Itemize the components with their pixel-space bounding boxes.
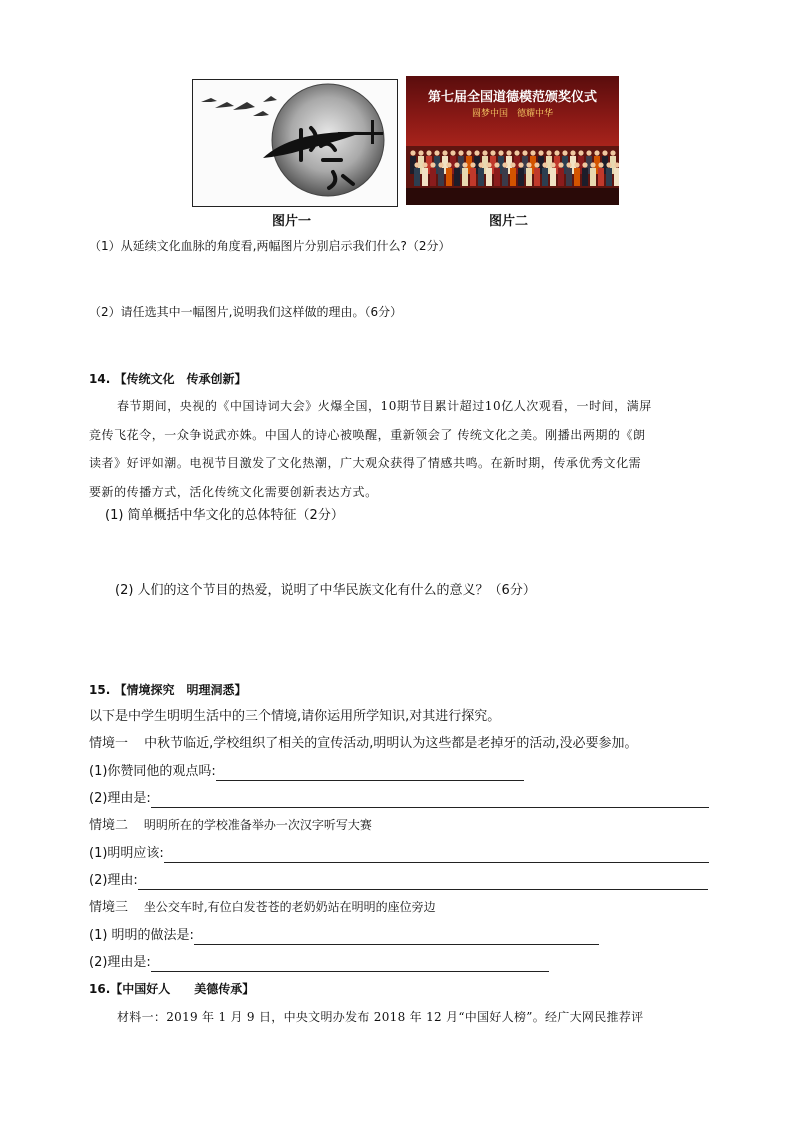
q14-paragraph-line: 读者》好评如潮。电视节目激发了文化热潮，广大观众获得了情感共鸣。在新时期，传承优秀文化需 xyxy=(89,456,642,470)
q14-paragraph-line: 春节期间，央视的《中国诗词大会》火爆全国，10期节目累计超过10亿人次观看，一时间，满屏 xyxy=(117,399,652,413)
q13-subquestion-2: （2）请任选其中一幅图片,说明我们这样做的理由。（6分） xyxy=(89,305,403,319)
scenario-two-q1 xyxy=(89,845,709,863)
scenario-two-q2-prompt: (2)理由: xyxy=(89,873,138,888)
ceremony-banner-title: 第七届全国道德模范颁奖仪式 xyxy=(427,90,597,105)
q13-subquestion-1: （1）从延续文化血脉的角度看,两幅图片分别启示我们什么?（2分） xyxy=(89,239,451,253)
answer-line[interactable] xyxy=(194,930,599,945)
scenario-two-label: 情境二 xyxy=(89,818,129,833)
q14-heading xyxy=(89,371,246,388)
q15-title: 【情境探究 明理洞悉】 xyxy=(114,683,247,697)
scenario-three-q2-prompt: (2)理由是: xyxy=(89,955,151,970)
answer-line[interactable] xyxy=(164,848,709,863)
scenario-two-text: 明明所在的学校准备举办一次汉字听写大赛 xyxy=(143,818,372,832)
answer-line[interactable] xyxy=(151,957,549,972)
caption-picture-two: 图片二 xyxy=(489,214,529,229)
scenario-one-q1-prompt: (1)你赞同他的观点吗: xyxy=(89,764,216,779)
scenario-one-q2-prompt: (2)理由是: xyxy=(89,791,151,806)
scenario-two xyxy=(89,817,372,834)
scenario-three-q1 xyxy=(89,927,599,945)
scenario-two-q2 xyxy=(89,872,708,890)
scenario-one-text: 中秋节临近,学校组织了相关的宣传活动,明明认为这些都是老掉牙的活动,没必要参加。 xyxy=(144,736,638,751)
q16-number: 16. xyxy=(89,982,111,996)
answer-line[interactable] xyxy=(151,793,709,808)
answer-line[interactable] xyxy=(138,875,708,890)
scenario-three-text: 坐公交车时,有位白发苍苍的老奶奶站在明明的座位旁边 xyxy=(143,900,436,914)
q16-material-line: 材料一：2019 年 1 月 9 日，中央文明办发布 2018 年 12 月“中国好人榜”。经广大网民推荐评 xyxy=(117,1010,644,1024)
q16-title: 【中国好人 美德传承】 xyxy=(110,982,255,996)
answer-line[interactable] xyxy=(216,766,524,781)
picture-two-moral-models-ceremony xyxy=(406,76,619,205)
scenario-one xyxy=(89,735,638,753)
q15-intro: 以下是中学生明明生活中的三个情境,请你运用所学知识,对其进行探究。 xyxy=(89,709,501,724)
scenario-three-q1-prompt: (1) 明明的做法是: xyxy=(89,928,194,943)
q14-number: 14. xyxy=(89,372,111,386)
q15-heading xyxy=(89,682,246,699)
q14-paragraph xyxy=(89,392,729,506)
ceremony-banner-subtitle: 圆梦中国 德耀中华 xyxy=(471,109,553,119)
scenario-three xyxy=(89,899,436,916)
q15-number: 15. xyxy=(89,683,111,697)
scenario-one-label: 情境一 xyxy=(89,736,129,751)
q14-paragraph-line: 竞传飞花令，一众争说武亦姝。中国人的诗心被唤醒，重新领会了 传统文化之美。刚播出两期的《朗 xyxy=(89,427,646,442)
scenario-three-label: 情境三 xyxy=(89,900,129,915)
q14-paragraph-line: 要新的传播方式，活化传统文化需要创新表达方式。 xyxy=(89,484,378,499)
scenario-one-q2 xyxy=(89,790,709,808)
crowd-of-honorees xyxy=(406,76,619,205)
scenario-two-q1-prompt: (1)明明应该: xyxy=(89,846,164,861)
q14-subquestion-1: (1) 简单概括中华文化的总体特征（2分） xyxy=(105,508,344,523)
scenario-one-q1 xyxy=(89,763,524,781)
q14-subquestion-2: (2) 人们的这个节目的热爱，说明了中华民族文化有什么的意义？（6分） xyxy=(115,583,536,598)
poetry-conference-illustration xyxy=(193,80,397,206)
picture-one-poetry-conference xyxy=(192,79,398,207)
q14-title: 【传统文化 传承创新】 xyxy=(114,372,247,386)
scenario-three-q2 xyxy=(89,954,549,972)
caption-picture-one: 图片一 xyxy=(272,214,312,229)
q16-heading xyxy=(89,981,254,998)
